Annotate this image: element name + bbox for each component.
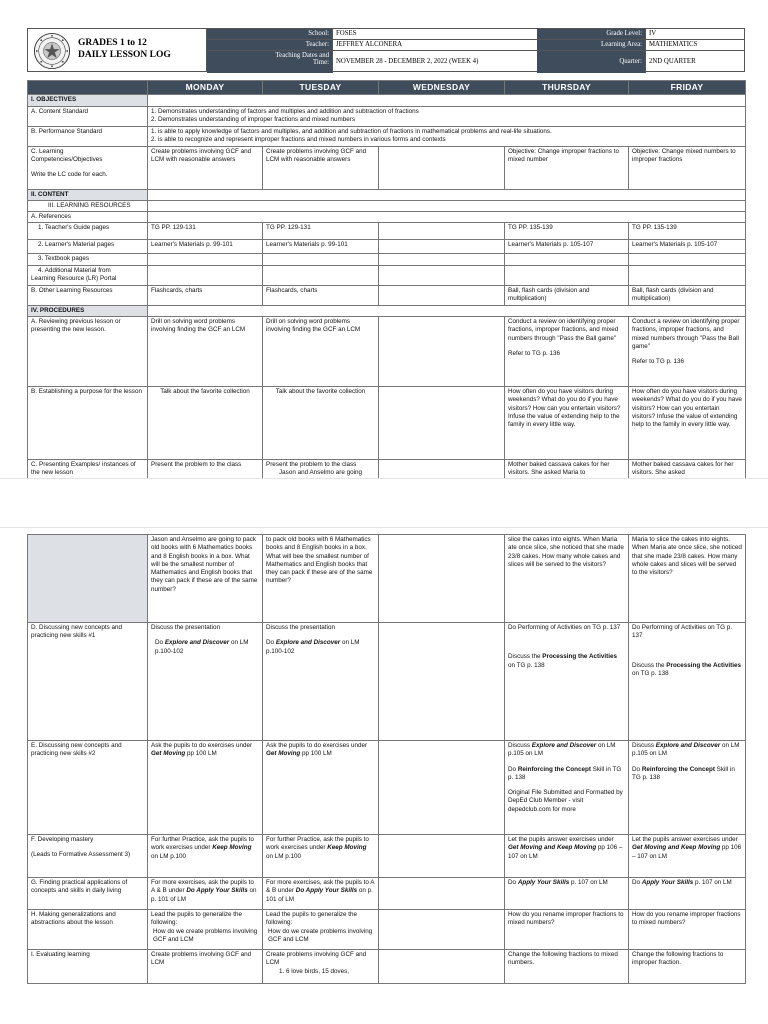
school-value: FOSES [332,29,537,39]
procedure-a-friday [629,317,746,387]
procedure-e-monday: Ask the pupils to do exercises under Get Moving pp 100 LM [148,741,263,835]
procedure-h-monday-2: How do we create problems involving GCF and LCM [153,927,258,943]
procedure-b-label: B. Establishing a purpose for the lesson [28,387,148,460]
procedure-h-friday: How do you rename improper fractions to mixed numbers? [629,910,746,950]
content-standard-row [28,106,746,126]
deped-seal-icon [33,32,71,70]
lm-friday: Learner's Materials p. 105-107 [629,240,746,254]
content-standard-text [148,106,746,126]
procedure-i-friday: Change the following fractions to improper fraction. [629,950,746,984]
procedure-c-continued-thursday: slice the cakes into eights. When Maria ate once slice, she noticed that she made 23/8 cakes. How many whole cakes and slices will be served to the visitors? [505,535,629,623]
school-label: School: [207,29,332,39]
procedure-a-friday-1: Conduct a review on identifying proper fractions, improper fractions, and mixed numbers through "Pass the Ball game" [632,318,740,350]
day-monday: MONDAY [148,81,263,95]
procedure-a-tuesday: Drill on solving word problems involving finding the GCF an LCM [263,317,379,387]
procedure-c-tuesday-2: Jason and Anselmo are going [279,469,362,477]
procedure-h-monday-1: Lead the pupils to generalize the following: [151,911,243,927]
competencies-thursday: Objective: Change improper fractions to mixed number [505,146,629,189]
procedure-e-row [28,741,746,835]
procedure-i-wednesday [379,950,505,984]
procedure-a-label: A. Reviewing previous lesson or presenting the new lesson. [28,317,148,387]
grade-value: IV [645,29,745,39]
procedure-f-label-line-2: (Leads to Formative Assessment 3) [31,851,131,859]
procedure-c-thursday: Mother baked cassava cakes for her visitors. She asked Maria to [505,460,629,482]
day-header-blank [28,81,148,95]
day-header-row [28,81,746,95]
procedure-d-thursday-1: Do Performing of Activities on TG p. 137 [508,624,621,631]
procedure-i-tuesday-list [286,968,375,976]
procedure-b-wednesday [379,387,505,460]
procedure-c-continued-monday: Jason and Anselmo are going to pack old books with 6 Mathematics books and 8 English books in a box. What will be the smallest number of Mathematics and English books that they can pack if these are of the same number? [148,535,263,623]
performance-standard-label: B. Performance Standard [28,126,148,146]
procedure-a-friday-2: Refer to TG p. 136 [632,358,685,366]
dates-label-line-1: Teaching Dates and [275,52,329,59]
header-info-block [207,28,745,72]
procedure-h-thursday: How do you rename improper fractions to mixed numbers? [505,910,629,950]
title-line-1: GRADES 1 to 12 [78,38,147,48]
objectives-heading: I. OBJECTIVES [28,95,148,106]
procedure-g-wednesday [379,878,505,910]
procedure-d-label: D. Discussing new concepts and practicing new skills #1 [28,623,148,741]
dates-label-line-2: Time: [313,59,329,67]
other-thursday: Ball, flash cards (division and multiplication) [505,285,629,305]
procedure-a-row [28,317,746,387]
title-line-2: DAILY LESSON LOG [78,50,171,61]
content-standard-label: A. Content Standard [28,106,148,126]
procedure-h-wednesday [379,910,505,950]
performance-standard-row [28,126,746,146]
procedure-g-label: G. Finding practical applications of concepts and skills in daily living [28,878,148,910]
references-heading: A. References [28,212,148,223]
lesson-table-page-1 [27,80,746,482]
dates-label [207,51,332,73]
procedure-e-wednesday [379,741,505,835]
lr-portal-label-line-2: Learning Resource (LR) Portal [31,275,117,282]
procedure-d-tuesday-1: Discuss the presentation [266,624,335,631]
lr-portal-label-line-1: 4. Additional Material from [38,266,111,274]
competencies-label-line-2: Competencies/Objectives [31,155,103,163]
procedure-e-friday-1: Discuss Explore and Discover on LM p.105 on LM [632,742,740,758]
teachers-guide-label: 1. Teacher's Guide pages [28,223,148,240]
tg-wednesday [379,223,505,240]
procedure-i-monday: Create problems involving GCF and LCM [148,950,263,984]
procedure-c-continued-row [28,535,746,623]
competencies-tuesday: Create problems involving GCF and LCM with reasonable answers [263,146,379,189]
learning-resources-heading: III. LEARNING RESOURCES [28,200,148,211]
references-row [28,212,746,223]
day-friday: FRIDAY [629,81,746,95]
procedure-f-friday: Let the pupils answer exercises under Get Moving and Keep Moving pp 106 – 107 on LM [629,835,746,878]
procedure-i-tuesday [263,950,379,984]
procedure-f-label [28,835,148,878]
competencies-wednesday [379,146,505,189]
procedure-d-wednesday [379,623,505,741]
learners-material-label: 2. Learner's Material pages [28,240,148,254]
header-title [78,37,171,62]
procedure-i-tuesday-item-1: 1. 6 love birds, 15 doves, [286,968,375,976]
procedure-d-thursday [505,623,629,741]
procedure-c-label: C. Presenting Examples/ instances of the new lesson [28,460,148,482]
textbook-label: 3. Textbook pages [28,254,148,265]
performance-standard-1: 1. is able to apply knowledge of factors and multiples, and addition and subtraction of fractions in mathematical problems and real-life situations. [151,127,552,135]
procedure-e-friday [629,741,746,835]
procedure-a-wednesday [379,317,505,387]
procedure-f-wednesday [379,835,505,878]
procedure-b-thursday: How often do you have visitors during weekends? What do you do if you have visitors? How can you entertain visitors? Infuse the value of extending help to the family in every little way. [505,387,629,460]
learners-material-row [28,240,746,254]
tg-thursday: TG PP. 135-139 [505,223,629,240]
procedure-f-tuesday: For further Practice, ask the pupils to work exercises under Keep Moving on LM p.100 [263,835,379,878]
other-resources-label: B. Other Learning Resources [28,285,148,305]
competencies-label-line-3: Write the LC code for each. [31,171,108,179]
quarter-value: 2ND QUARTER [645,51,745,73]
procedure-h-label: H. Making generalizations and abstractions about the lesson [28,910,148,950]
procedure-e-thursday-3: Original File Submitted and Formatted by DepEd Club Member - visit depedclub.com for more [508,789,623,813]
procedure-f-row [28,835,746,878]
lesson-table-page-2 [27,534,746,984]
learning-resources-row [28,200,746,211]
procedure-f-monday: For further Practice, ask the pupils to work exercises under Keep Moving on LM p.100 [148,835,263,878]
header-title-block [27,28,207,72]
other-resources-row [28,285,746,305]
procedure-b-row [28,387,746,460]
procedure-e-thursday-1: Discuss Explore and Discover on LM p.105 on LM [508,742,616,758]
performance-standard-text [148,126,746,146]
procedure-e-thursday-2: Do Reinforcing the Concept Skill in TG p. 138 [508,765,622,781]
procedure-a-thursday [505,317,629,387]
competencies-monday: Create problems involving GCF and LCM with reasonable answers [148,146,263,189]
teacher-label: Teacher: [207,40,332,50]
competencies-label [28,146,148,189]
lm-wednesday [379,240,505,254]
procedure-e-label: E. Discussing new concepts and practicing new skills #2 [28,741,148,835]
procedure-d-tuesday-2: Do Explore and Discover on LM p.100-102 [266,639,360,655]
lesson-log-header [27,28,745,72]
day-thursday: THURSDAY [505,81,629,95]
competencies-friday: Objective: Change mixed numbers to improper fractions [629,146,746,189]
competencies-row [28,146,746,189]
grade-label: Grade Level: [537,29,645,39]
procedure-d-row [28,623,746,741]
lr-portal-label [28,265,148,285]
procedure-h-tuesday-2: How do we create problems involving GCF and LCM [268,927,373,943]
procedures-heading: IV. PROCEDURES [28,305,148,316]
procedure-c-monday: Present the problem to the class [148,460,263,482]
tg-monday: TG PP. 129-131 [148,223,263,240]
content-standard-1: 1. Demonstrates understanding of factors and multiples and addition and subtraction of fractions [151,107,419,115]
lm-tuesday: Learner's Materials p. 99-101 [263,240,379,254]
procedure-e-thursday [505,741,629,835]
procedure-h-row [28,910,746,950]
procedure-b-friday: How often do you have visitors during weekends? What do you do if you have visitors? How can you entertain visitors? Infuse the value of extending help to the family in every little way. [629,387,746,460]
performance-standard-2: 2. is able to recognize and represent improper fractions and mixed numbers in various forms and contexts [151,135,446,143]
area-label: Learning Area: [537,40,645,50]
procedure-b-tuesday: Talk about the favorite collection [263,387,379,460]
procedure-d-friday-2: Discuss the Processing the Activities on TG p. 138 [632,661,741,677]
day-wednesday: WEDNESDAY [379,81,505,95]
content-section-row [28,189,746,200]
page-gap [0,478,768,528]
dates-value: NOVEMBER 28 - DECEMBER 2, 2022 (WEEK 4) [332,51,537,73]
procedure-d-friday [629,623,746,741]
other-monday: Flashcards, charts [148,285,263,305]
page-1 [0,0,768,478]
procedure-g-row [28,878,746,910]
content-standard-2: 2. Demonstrates understanding of improper fractions and mixed numbers [151,115,356,123]
procedure-c-continued-label [28,535,148,623]
procedure-d-monday-1: Discuss the presentation [151,624,220,631]
procedure-c-continued-friday: Maria to slice the cakes into eights. When Maria ate once slice, she noticed that she made 23/8 cakes. How many whole cakes and slices will be served to the visitors? [629,535,746,623]
procedure-d-tuesday [263,623,379,741]
teachers-guide-row [28,223,746,240]
other-friday: Ball, flash cards (division and multiplication) [629,285,746,305]
procedure-f-thursday: Let the pupils answer exercises under Get Moving and Keep Moving pp 106 – 107 on LM [505,835,629,878]
procedure-c-continued-tuesday: to pack old books with 6 Mathematics books and 8 English books in a box. What will bee the smallest number of Mathematics and English books that they can pack if these are of the same number? [263,535,379,623]
procedure-g-monday: For more exercises, ask the pupils to A & B under Do Apply Your Skills on p. 101 of LM [148,878,263,910]
textbook-row [28,254,746,265]
content-heading: II. CONTENT [28,189,148,200]
procedure-c-tuesday-1: Present the problem to the class [266,461,357,468]
procedure-d-thursday-2: Discuss the Processing the Activities on TG p. 138 [508,653,617,669]
procedure-c-continued-wednesday [379,535,505,623]
lm-thursday: Learner's Materials p. 105-107 [505,240,629,254]
procedure-e-tuesday: Ask the pupils to do exercises under Get Moving pp 100 LM [263,741,379,835]
procedure-c-friday: Mother baked cassava cakes for her visitors. She asked [629,460,746,482]
lm-monday: Learner's Materials p. 99-101 [148,240,263,254]
procedure-i-row [28,950,746,984]
procedure-g-friday: Do Apply Your Skills p. 107 on LM [629,878,746,910]
procedure-i-thursday: Change the following fractions to mixed numbers. [505,950,629,984]
other-tuesday: Flashcards, charts [263,285,379,305]
day-tuesday: TUESDAY [263,81,379,95]
other-wednesday [379,285,505,305]
procedure-h-monday [148,910,263,950]
procedure-a-thursday-1: Conduct a review on identifying proper fractions, improper fractions, and mixed numbers through "Pass the Ball game" [508,318,619,342]
procedure-a-thursday-2: Refer to TG p. 136 [508,349,561,357]
procedure-d-friday-1: Do Performing of Activities on TG p. 137 [632,624,732,640]
quarter-label: Quarter: [537,51,645,73]
page-2 [0,528,768,1024]
procedure-a-monday: Drill on solving word problems involving finding the GCF an LCM [148,317,263,387]
procedure-d-monday-2: Do Explore and Discover on LM p.100-102 [155,639,249,655]
procedure-g-thursday: Do Apply Your Skills p. 107 on LM [505,878,629,910]
procedure-h-tuesday [263,910,379,950]
objectives-section-row [28,95,746,106]
procedures-section-row [28,305,746,316]
teacher-value: JEFFREY ALCONERA [332,40,537,50]
area-value: MATHEMATICS [645,40,745,50]
procedure-f-label-line-1: F. Developing mastery [31,836,94,843]
procedure-e-friday-2: Do Reinforcing the Concept Skill in TG p. 138 [632,765,735,781]
procedure-h-tuesday-1: Lead the pupils to generalize the following: [266,911,358,927]
procedure-g-tuesday: For more exercises, ask the pupils to A & B under Do Apply Your Skills on p. 101 of LM [263,878,379,910]
tg-tuesday: TG PP. 129-131 [263,223,379,240]
procedure-i-label: I. Evaluating learning [28,950,148,984]
tg-friday: TG PP. 135-139 [629,223,746,240]
procedure-i-tuesday-1: Create problems involving GCF and LCM [266,951,367,967]
lr-portal-row [28,265,746,285]
competencies-label-line-1: C. Learning [31,147,64,155]
procedure-d-monday [148,623,263,741]
procedure-b-monday: Talk about the favorite collection [148,387,263,460]
